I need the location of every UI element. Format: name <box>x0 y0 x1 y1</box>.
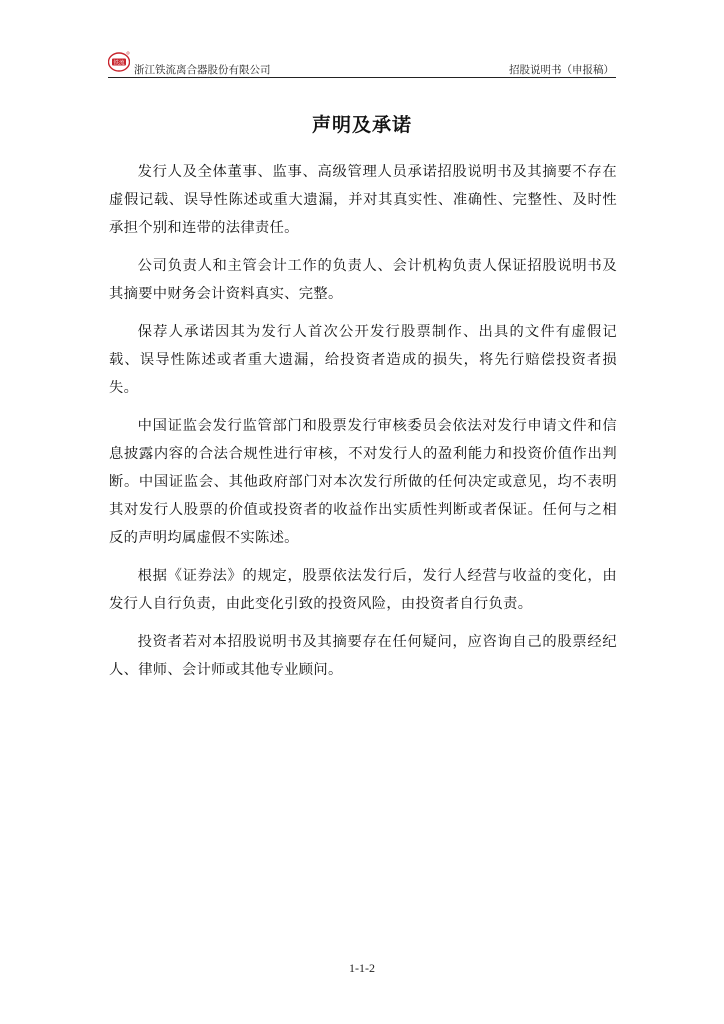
document-type: 招股说明书（申报稿） <box>509 64 614 76</box>
paragraph-2: 公司负责人和主管会计工作的负责人、会计机构负责人保证招股说明书及其摘要中财务会计资料真实、完整。 <box>109 258 617 302</box>
svg-text:铁流: 铁流 <box>113 60 125 67</box>
page-title: 声明及承诺 <box>311 114 412 136</box>
page-header <box>108 42 616 78</box>
paragraph-4: 中国证监会发行监管部门和股票发行审核委员会依法对发行申请文件和信息披露内容的合法合规性进行审核，不对发行人的盈利能力和投资价值作出判断。中国证监会、其他政府部门对本次发行所做的任何决定或意见，均不表明其对发行人股票的价值或投资者的收益作出实质性判断或者保证。任何与之相反的声明均属虚假不实陈述。 <box>109 418 617 546</box>
paragraph-1: 发行人及全体董事、监事、高级管理人员承诺招股说明书及其摘要不存在虚假记载、误导性陈述或重大遗漏，并对其真实性、准确性、完整性、及时性承担个别和连带的法律责任。 <box>109 164 617 236</box>
paragraph-3: 保荐人承诺因其为发行人首次公开发行股票制作、出具的文件有虚假记载、误导性陈述或者重大遗漏，给投资者造成的损失，将先行赔偿投资者损失。 <box>109 324 617 396</box>
paragraph-6: 投资者若对本招股说明书及其摘要存在任何疑问，应咨询自己的股票经纪人、律师、会计师或其他专业顾问。 <box>109 634 617 678</box>
page-number: 1-1-2 <box>349 961 375 975</box>
paragraph-5: 根据《证券法》的规定，股票依法发行后，发行人经营与收益的变化，由发行人自行负责，由此变化引致的投资风险，由投资者自行负责。 <box>109 568 617 612</box>
company-logo-icon <box>108 50 130 72</box>
company-name: 浙江铁流离合器股份有限公司 <box>134 64 271 76</box>
statement-body <box>109 158 617 694</box>
